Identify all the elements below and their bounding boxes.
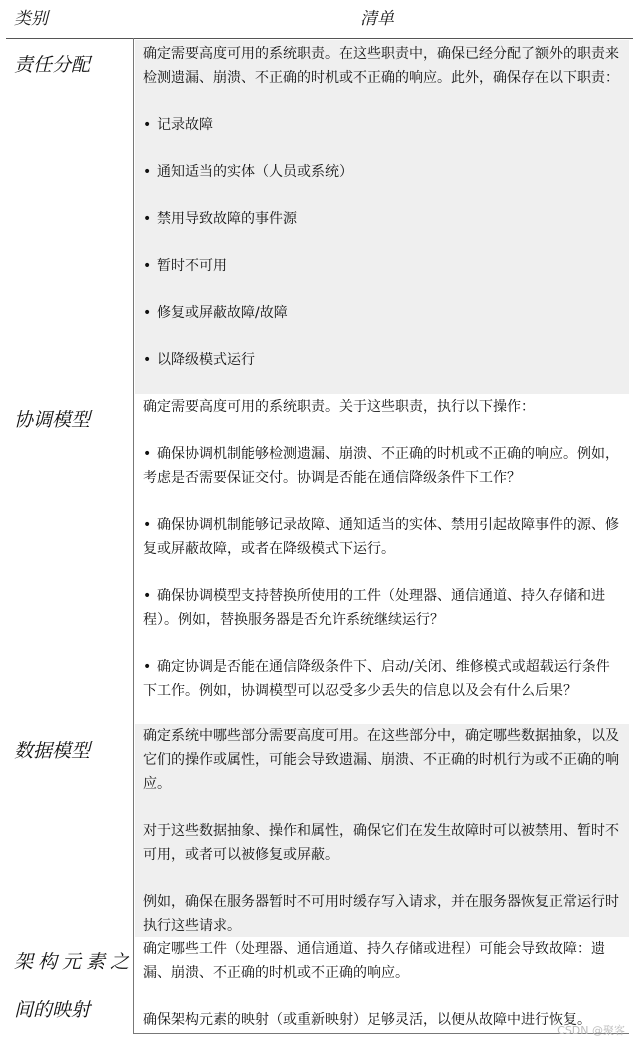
watermark: CSDN @聚客 [557,1024,625,1037]
header-checklist: 清单 [360,9,394,29]
row-paragraph: 确保架构元素的映射（或重新映射）足够灵活，以便从故障中进行恢复。 [143,1012,591,1028]
list-item: • 确保协调机制能够记录故障、通知适当的实体、禁用引起故障事件的源、修复或屏蔽故障，或者在降级模式下运行。 [143,517,619,557]
row-paragraph: 例如，确保在服务器暂时不可用时缓存写入请求，并在服务器恢复正常运行时执行这些请求。 [143,894,619,934]
list-item: • 以降级模式运行 [143,352,255,368]
header-divider [6,38,633,39]
list-item: • 确保协调模型支持替换所使用的工件（处理器、通信通道、持久存储和进程）。例如，替换服务器是否允许系统继续运行？ [143,588,605,628]
list-item: • 记录故障 [143,117,213,133]
row-checklist [135,724,629,938]
list-item: • 修复或屏蔽故障/故障 [143,305,288,321]
row-paragraph: 确定哪些工件（处理器、通信通道、持久存储或进程）可能会导致故障：遗漏、崩溃、不正确的时机或不正确的响应。 [143,941,605,981]
table-bottom-border [133,1033,629,1034]
row-category-line2: 间的映射 [14,999,91,1021]
row-category: 数据模型 [14,740,91,762]
row-checklist [135,40,629,394]
list-item: • 确保协调机制能够检测遗漏、崩溃、不正确的时机或不正确的响应。例如，考虑是否需要保证交付。协调是否能在通信降级条件下工作？ [143,446,619,486]
row-checklist [135,395,629,723]
row-intro: 确定需要高度可用的系统职责。关于这些职责，执行以下操作： [143,399,535,415]
list-item: • 禁用导致故障的事件源 [143,211,297,227]
header-category: 类别 [14,9,48,29]
column-divider [133,38,134,1033]
row-intro: 确定需要高度可用的系统职责。在这些职责中，确保已经分配了额外的职责来检测遗漏、崩溃、不正确的时机或不正确的响应。此外，确保存在以下职责： [143,46,619,86]
row-paragraph: 对于这些数据抽象、操作和属性，确保它们在发生故障时可以被禁用、暂时不可用，或者可以被修复或屏蔽。 [143,823,619,863]
row-category-line1: 架构元素之 [14,951,135,973]
list-item: • 暂时不可用 [143,258,227,274]
list-item: • 通知适当的实体（人员或系统） [143,164,353,180]
row-checklist [135,937,629,1033]
row-paragraph: 确定系统中哪些部分需要高度可用。在这些部分中，确定哪些数据抽象，以及它们的操作或属性，可能会导致遗漏、崩溃、不正确的时机行为或不正确的响应。 [143,728,619,792]
list-item: • 确定协调是否能在通信降级条件下、启动/关闭、维修模式或超载运行条件下工作。例如，协调模型可以忍受多少丢失的信息以及会有什么后果？ [143,659,610,699]
table-header [0,0,633,40]
row-category: 协调模型 [14,409,91,431]
row-category: 责任分配 [14,54,91,76]
